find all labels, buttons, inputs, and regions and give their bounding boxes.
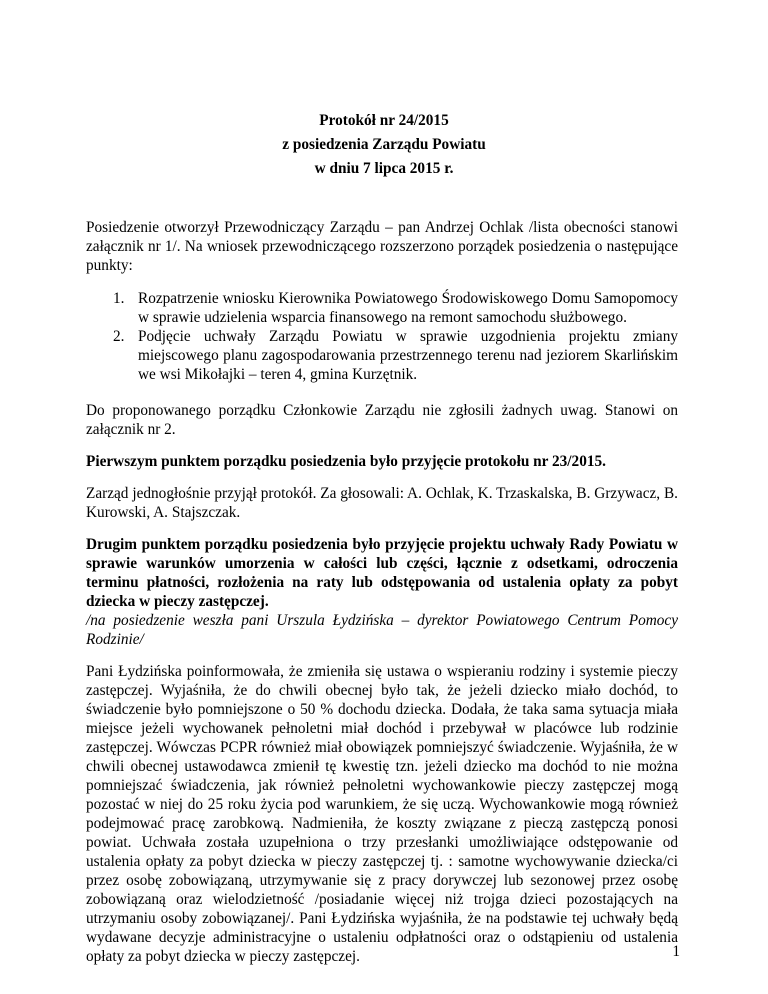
opening-paragraph: Posiedzenie otworzył Przewodniczący Zarządu – pan Andrzej Ochlak /lista obecności stanowi załącznik nr 1/. Na wniosek przewodniczącego rozszerzono porządek posiedzenia o następujące punkty: bbox=[86, 219, 678, 274]
agenda-item bbox=[86, 289, 678, 327]
point2-note: /na posiedzenie weszła pani Urszula Łydzińska – dyrektor Powiatowego Centrum Pomocy Rodzinie/ bbox=[86, 612, 678, 648]
point2-heading: Drugim punktem porządku posiedzenia było przyjęcie projektu uchwały Rady Powiatu w sprawie warunków umorzenia w całości lub części, łącznie z odsetkami, odroczenia terminu płatności, rozłożenia na raty lub odstępowania od ustalenia opłaty za pobyt dziecka w pieczy zastępczej. bbox=[86, 536, 678, 610]
document-subtitle: z posiedzenia Zarządu Powiatu bbox=[282, 136, 486, 153]
agenda-item-number: 1. bbox=[113, 290, 125, 307]
agenda-list bbox=[86, 289, 678, 384]
no-remarks-paragraph: Do proponowanego porządku Członkowie Zarządu nie zgłosili żadnych uwag. Stanowi on załącznik nr 2. bbox=[86, 402, 678, 438]
document-date: w dniu 7 lipca 2015 r. bbox=[314, 160, 454, 177]
agenda-item-number: 2. bbox=[113, 328, 125, 345]
agenda-item bbox=[86, 327, 678, 384]
agenda-item-text: Rozpatrzenie wniosku Kierownika Powiatowego Środowiskowego Domu Samopomocy w sprawie udzielenia wsparcia finansowego na remont samochodu służbowego. bbox=[138, 290, 678, 326]
point2-body: Pani Łydzińska poinformowała, że zmieniła się ustawa o wspieraniu rodziny i systemie pieczy zastępczej. Wyjaśniła, że do chwili obecnej było tak, że jeżeli dziecko miało dochód, to świadczenie było pomniejszone o 50 % dochodu dziecka. Dodała, że taka sama sytuacja miała miejsce jeżeli wychowanek pełnoletni miał dochód i przebywał w placówce lub rodzinie zastępczej. Wówczas PCPR również miał obowiązek pomniejszyć świadczenie. Wyjaśniła, że w chwili obecnej ustawodawca zmienił tę kwestię tzn. jeżeli dziecko ma dochód to nie można pomniejszać świadczenia, jak również pełnoletni wychowankowie pieczy zastępczej mogą pozostać w niej do 25 roku życia pod warunkiem, że się uczą. Wychowankowie mogą również podejmować pracę zarobkową. Nadmieniła, że koszty związane z pieczą zastępczą ponosi powiat. Uchwała została uzupełniona o trzy przesłanki umożliwiające odstępowanie od ustalenia opłaty za pobyt dziecka w pieczy zastępczej tj. : samotne wychowywanie dziecka/ci przez osobę zobowiązaną, utrzymywanie się z pracy dorywczej lub sezonowej przez osobę zobowiązaną oraz wielodzietność /posiadanie więcej niż trojga dzieci pozostających na utrzymaniu osoby zobowiązanej/. Pani Łydzińska wyjaśniła, że na podstawie tej uchwały będą wydawane decyzje administracyjne o ustaleniu odpłatności oraz o odstąpieniu od ustalenia opłaty za pobyt dziecka w pieczy zastępczej. bbox=[86, 663, 678, 965]
agenda-item-text: Podjęcie uchwały Zarządu Powiatu w sprawie uzgodnienia projektu zmiany miejscowego planu zagospodarowania przestrzennego terenu nad jeziorem Skarlińskim we wsi Mikołajki – teren 4, gmina Kurzętnik. bbox=[138, 328, 678, 383]
point1-body: Zarząd jednogłośnie przyjął protokół. Za głosowali: A. Ochlak, K. Trzaskalska, B. Grzywacz, B. Kurowski, A. Stajszczak. bbox=[86, 485, 678, 521]
page-number: 1 bbox=[672, 943, 680, 960]
point1-heading: Pierwszym punktem porządku posiedzenia było przyjęcie protokołu nr 23/2015. bbox=[86, 453, 606, 470]
document-title: Protokół nr 24/2015 bbox=[319, 112, 449, 129]
